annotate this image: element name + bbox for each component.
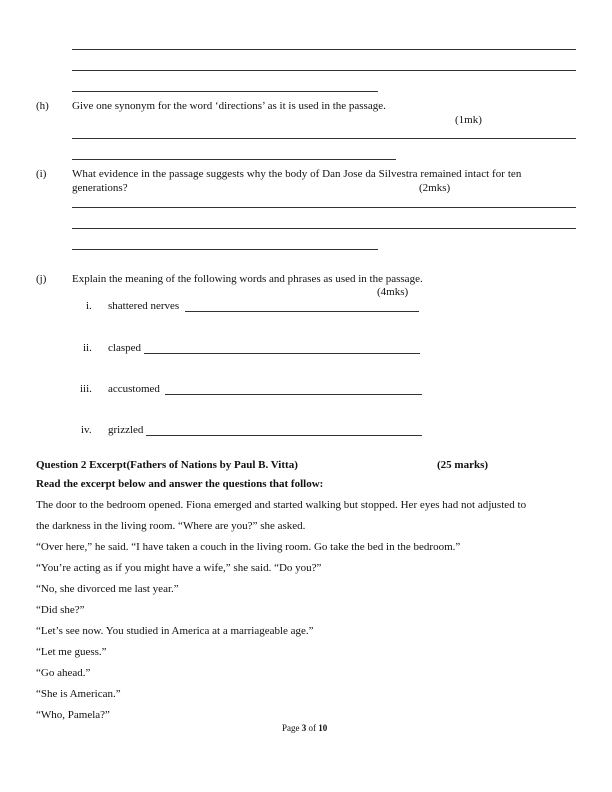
item-word: accustomed	[108, 383, 160, 395]
excerpt-line: “She is American.”	[36, 688, 121, 700]
item-number: iii.	[80, 383, 92, 395]
excerpt-line: “Over here,” he said. “I have taken a couch in the living room. Go take the bed in the bedroom.”	[36, 541, 461, 553]
item-number: iv.	[81, 424, 92, 436]
excerpt-line: “You’re acting as if you might have a wife,” she said. “Do you?”	[36, 562, 322, 574]
page-prefix: Page	[282, 723, 302, 733]
excerpt-line: “Let’s see now. You studied in America at a marriageable age.”	[36, 625, 314, 637]
answer-line	[165, 394, 422, 395]
question-i-text-line1: What evidence in the passage suggests why the body of Dan Jose da Silvestra remained intact for ten	[72, 168, 522, 180]
answer-line	[146, 435, 422, 436]
excerpt-line: “Let me guess.”	[36, 646, 107, 658]
question-i-text-line2: generations?	[72, 182, 128, 194]
question-j-marks: (4mks)	[377, 286, 409, 298]
page-number	[282, 722, 327, 735]
question-h-marks: (1mk)	[455, 114, 482, 126]
question-j-label: (j)	[36, 273, 47, 285]
question-h-label: (h)	[36, 100, 49, 112]
excerpt-line: The door to the bedroom opened. Fiona emerged and started walking but stopped. Her eyes had not adjusted to	[36, 499, 527, 511]
excerpt-line: “Go ahead.”	[36, 667, 91, 679]
question-i-label: (i)	[36, 168, 47, 180]
question2-marks: (25 marks)	[437, 459, 489, 471]
page-total: 10	[318, 723, 328, 733]
question2-heading: Question 2 Excerpt(Fathers of Nations by Paul B. Vitta)	[36, 459, 298, 471]
answer-line	[72, 70, 576, 71]
answer-line	[72, 49, 576, 50]
question-j-text: Explain the meaning of the following words and phrases as used in the passage.	[72, 273, 423, 285]
answer-line	[72, 159, 396, 160]
answer-line	[72, 207, 576, 208]
page-of: of	[306, 723, 319, 733]
item-number: ii.	[83, 342, 92, 354]
answer-line	[72, 228, 576, 229]
question-h-text: Give one synonym for the word ‘directions’ as it is used in the passage.	[72, 100, 386, 112]
excerpt-line: “Did she?”	[36, 604, 85, 616]
item-number: i.	[86, 300, 92, 312]
answer-line	[72, 249, 378, 250]
answer-line	[185, 311, 419, 312]
question-i-marks: (2mks)	[419, 182, 451, 194]
question2-instruction: Read the excerpt below and answer the questions that follow:	[36, 478, 324, 490]
answer-line	[144, 353, 420, 354]
answer-line	[72, 138, 576, 139]
item-word: grizzled	[108, 424, 144, 436]
page-current: 3	[301, 723, 307, 733]
item-word: clasped	[108, 342, 141, 354]
excerpt-line: “No, she divorced me last year.”	[36, 583, 179, 595]
answer-line	[72, 91, 378, 92]
excerpt-line: the darkness in the living room. “Where are you?” she asked.	[36, 520, 306, 532]
excerpt-line: “Who, Pamela?”	[36, 709, 110, 721]
item-word: shattered nerves	[108, 300, 180, 312]
